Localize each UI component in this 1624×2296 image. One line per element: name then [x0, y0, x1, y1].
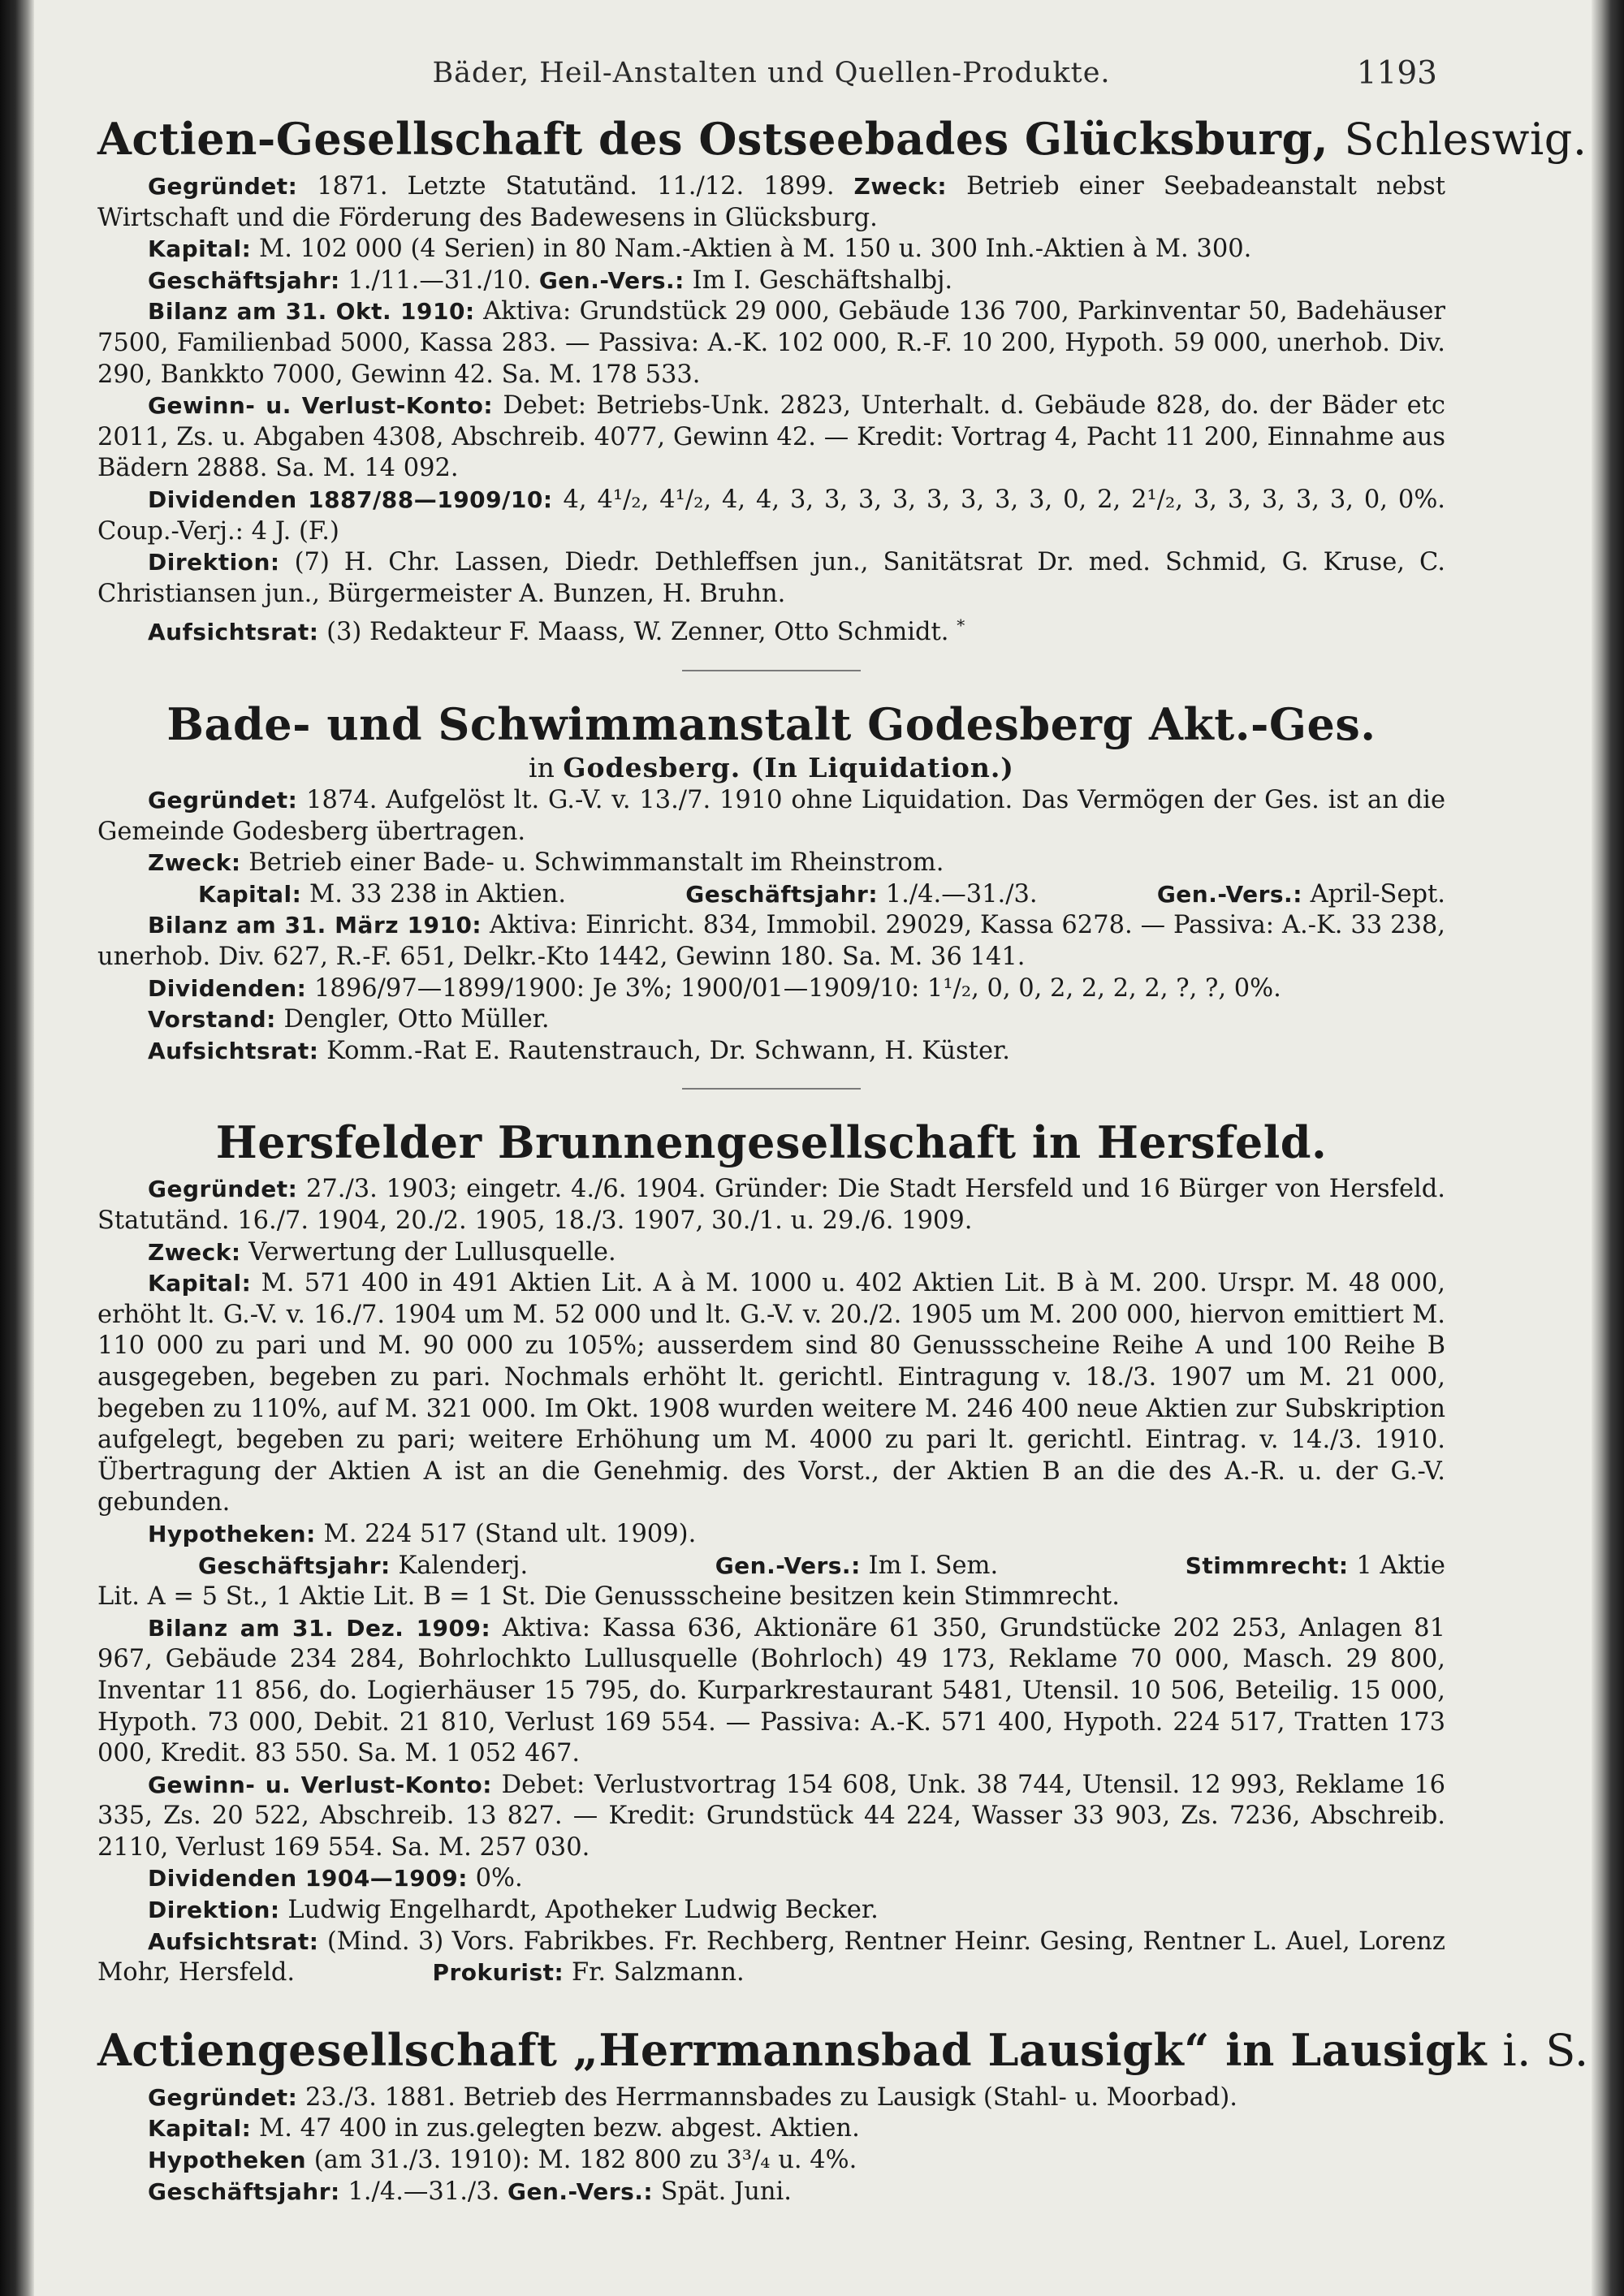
running-title: Bäder, Heil-Anstalten und Quellen-Produkte. — [432, 57, 1111, 89]
entry-title-name: Actien-Gesellschaft des Ostseebades Glücksburg, — [97, 113, 1329, 165]
genvers-cell — [1107, 879, 1445, 911]
direktion-text: Ludwig Engelhardt, Apotheker Ludwig Becker. — [287, 1896, 879, 1925]
gegruendet-label: Gegründet: — [148, 2083, 298, 2111]
kapital-label: Kapital: — [148, 235, 252, 263]
kapital-text: M. 102 000 (4 Serien) in 80 Nam.-Aktien à M. 150 u. 300 Inh.-Aktien à M. 300. — [259, 235, 1252, 264]
aufsichtsrat-label: Aufsichtsrat: — [148, 1927, 319, 1955]
genvers-text: Im I. Sem. — [868, 1551, 999, 1580]
genvers-text: April-Sept. — [1310, 879, 1445, 908]
genvers-label: Gen.-Vers.: — [508, 2177, 654, 2205]
entry-godesberg — [97, 693, 1445, 1067]
footnote-mark: * — [957, 615, 965, 636]
entry-title — [97, 107, 1587, 171]
zweck-label: Zweck: — [853, 173, 948, 200]
geschaeftsjahr-text: 1./4.—31./3. — [348, 2177, 500, 2206]
entry-title-name: Actiengesellschaft „Herrmannsbad Lausigk“ in Lausigk — [97, 2023, 1487, 2076]
gegruendet-paragraph — [97, 2082, 1445, 2114]
kapital-label: Kapital: — [198, 880, 302, 908]
entry-subtitle-prefix: in — [529, 752, 555, 784]
genvers-label: Gen.-Vers.: — [715, 1552, 861, 1579]
bilanz-paragraph — [97, 1613, 1445, 1770]
direktion-paragraph — [97, 1895, 1445, 1927]
entry-gluecksburg — [97, 107, 1587, 649]
kapital-paragraph — [97, 234, 1445, 265]
dividenden-text: 4, 4¹/₂, 4¹/₂, 4, 4, 3, 3, 3, 3, 3, 3, 3, 3, 0, 2, 2¹/₂, 3, 3, 3, 3, 3, 0, 0%. Coup.-Verj.: 4 J. (F.) — [97, 485, 1446, 546]
aufsichtsrat-label: Aufsichtsrat: — [148, 619, 319, 646]
bilanz-paragraph — [97, 296, 1445, 391]
dividenden-paragraph — [97, 485, 1445, 547]
aufsichtsrat-paragraph — [97, 1036, 1445, 1068]
gegruendet-text: 27./3. 1903; eingetr. 4./6. 1904. Gründer: Die Stadt Hersfeld und 16 Bürger von Hersfeld. Statutänd. 16./7. 1904, 20./2. 1905, 18./3. 1907, 30./1. u. 29./6. 1909. — [97, 1175, 1445, 1235]
spacer — [97, 1994, 1445, 2018]
zweck-text: Betrieb einer Seebadeanstalt nebst Wirtschaft und die Förderung des Badewesens in Glücksburg. — [97, 172, 1445, 232]
entry-title — [97, 2018, 1589, 2082]
dividenden-text: 0%. — [475, 1864, 523, 1893]
guv-label: Gewinn- u. Verlust-Konto: — [148, 392, 494, 420]
hypotheken-paragraph — [97, 1519, 1445, 1551]
zweck-text: Betrieb einer Bade- u. Schwimmanstalt im Rheinstrom. — [248, 848, 944, 878]
entry-title-place: i. S. — [1502, 2024, 1589, 2076]
kapital-label: Kapital: — [148, 2115, 252, 2143]
gegruendet-label: Gegründet: — [148, 787, 298, 814]
kapital-paragraph — [97, 2113, 1445, 2145]
page-number: 1193 — [1356, 55, 1437, 92]
entry-hersfeld — [97, 1111, 1445, 1988]
entry-lausigk — [97, 2018, 1589, 2208]
page — [97, 50, 1589, 2212]
guv-paragraph — [97, 1770, 1445, 1864]
dividenden-text: 1896/97—1899/1900: Je 3%; 1900/01—1909/10: 1¹/₂, 0, 0, 2, 2, 2, 2, ?, ?, 0%. — [314, 973, 1281, 1003]
gegruendet-paragraph — [97, 171, 1445, 234]
stimmrecht-text-a: 1 Aktie — [1356, 1551, 1445, 1580]
bilanz-text: Aktiva: Grundstück 29 000, Gebäude 136 700, Parkinventar 50, Badehäuser 7500, Familienbad 5000, Kassa 283. — Passiva: A.-K. 102 000, R.-F. 10 200, Hypoth. 59 000, unerhob. Div. 290, Bankkto 7000, Gewinn 42. Sa. M. 178 533. — [97, 297, 1445, 389]
zweck-paragraph — [97, 1237, 1445, 1269]
dividenden-label: Dividenden: — [148, 974, 307, 1002]
stimmrecht-text-b: Lit. A = 5 St., 1 Aktie Lit. B = 1 St. Die Genussscheine besitzen kein Stimmrecht. — [97, 1582, 1120, 1612]
hypotheken-label: Hypotheken: — [148, 1520, 316, 1547]
bilanz-text: Aktiva: Kassa 636, Aktionäre 61 350, Grundstücke 202 253, Anlagen 81 967, Gebäude 234 284, Bohrlochkto Lullusquelle (Bohrloch) 49 173, Reklame 70 000, Masch. 29 800, Inventar 11 856, do. Logierhäuser 15 795, do. Kurparkrestaurant 5481, Utensil. 10 506, Beteilig. 15 000, Hypoth. 73 000, Debit. 21 810, Verlust 169 554. — Passiva: A.-K. 571 400, Hypoth. 224 517, Tratten 173 000, Kredit. 83 550. Sa. M. 1 052 467. — [97, 1613, 1445, 1768]
geschaeftsjahr-label: Geschäftsjahr: — [685, 880, 879, 908]
stimmrecht-cell — [1135, 1551, 1445, 1582]
guv-label: Gewinn- u. Verlust-Konto: — [148, 1771, 492, 1798]
geschaeftsjahr-paragraph — [97, 265, 1445, 297]
kapital-text: M. 33 238 in Aktien. — [309, 879, 567, 908]
kapital-label: Kapital: — [148, 1270, 252, 1297]
book-binding-right — [1592, 0, 1624, 2296]
genvers-cell — [665, 1551, 998, 1582]
genvers-label: Gen.-Vers.: — [538, 266, 685, 294]
gegruendet-text: 1874. Aufgelöst lt. G.-V. v. 13./7. 1910 ohne Liquidation. Das Vermögen der Ges. ist an die Gemeinde Godesberg übertragen. — [97, 786, 1445, 846]
aufsichtsrat-text: (Mind. 3) Vors. Fabrikbes. Fr. Rechberg, Rentner Heinr. Gesing, Rentner L. Auel, Lorenz Mohr, Hersfeld. — [97, 1927, 1445, 1987]
geschaeftsjahr-cell — [148, 1551, 528, 1582]
entry-title: Hersfelder Brunnengesellschaft in Hersfeld. — [215, 1116, 1328, 1169]
gegruendet-label: Gegründet: — [148, 173, 298, 200]
kapital-paragraph — [97, 1268, 1445, 1519]
hypotheken-paragraph — [97, 2145, 1445, 2177]
section-divider — [682, 1088, 861, 1090]
dividenden-label: Dividenden 1904—1909: — [148, 1865, 468, 1892]
entry-subtitle-place: Godesberg. (In Liquidation.) — [563, 752, 1014, 784]
zweck-label: Zweck: — [148, 1238, 241, 1266]
guv-text: Debet: Betriebs-Unk. 2823, Unterhalt. d. Gebäude 828, do. der Bäder etc 2011, Zs. u. Abgaben 4308, Abschreib. 4077, Gewinn 42. — Kredit: Vortrag 4, Pacht 11 200, Einnahme aus Bädern 2888. Sa. M. 14 092. — [97, 391, 1446, 483]
kapital-row — [97, 879, 1445, 911]
aufsichtsrat-paragraph — [97, 610, 1445, 649]
bilanz-text: Aktiva: Einricht. 834, Immobil. 29029, Kassa 6278. — Passiva: A.-K. 33 238, unerhob. Div. 627, R.-F. 651, Delkr.-Kto 1442, Gewinn 180. Sa. M. 36 141. — [97, 911, 1445, 972]
gegruendet-paragraph — [97, 1174, 1445, 1236]
zweck-paragraph — [97, 848, 1445, 879]
kapital-text: M. 571 400 in 491 Aktien Lit. A à M. 1000 u. 402 Aktien Lit. B à M. 200. Urspr. M. 48 000, erhöht lt. G.-V. v. 16./7. 1904 um M. 52 000 und lt. G.-V. v. 20./2. 1905 um M. 200 000, hiervon emittiert M. 110 000 zu pari und M. 90 000 zu 105%; ausserdem sind 80 Genussscheine Reihe A und 100 Reihe B ausgegeben, begeben zu pari. Nochmals erhöht lt. gerichtl. Eintragung v. 18./3. 1907 um M. 21 000, begeben zu 110%, auf M. 321 000. Im Okt. 1908 wurden weitere M. 246 400 neue Aktien zur Subskription aufgelegt, begeben zu pari; weitere Erhöhung um M. 4000 zu pari lt. gerichtl. Eintrag. v. 14./3. 1910. Übertragung der Aktien A ist an die Genehmig. des Vorst., der Aktien B an die des A.-R. u. der G.-V. gebunden. — [97, 1269, 1445, 1517]
direktion-text: (7) H. Chr. Lassen, Diedr. Dethleffsen jun., Sanitätsrat Dr. med. Schmid, G. Kruse, C. Christiansen jun., Bürgermeister A. Bunzen, H. Bruhn. — [97, 548, 1445, 608]
genvers-text: Spät. Juni. — [660, 2177, 792, 2206]
vorstand-text: Dengler, Otto Müller. — [283, 1005, 550, 1034]
aufsichtsrat-text: Komm.-Rat E. Rautenstrauch, Dr. Schwann, H. Küster. — [326, 1036, 1010, 1065]
kapital-text: M. 47 400 in zus.gelegten bezw. abgest. Aktien. — [259, 2114, 860, 2143]
aufsichtsrat-text: (3) Redakteur F. Maass, W. Zenner, Otto Schmidt. — [326, 618, 949, 647]
geschaeftsjahr-label: Geschäftsjahr: — [148, 2177, 340, 2205]
gegruendet-text: 1871. Letzte Statutänd. 11./12. 1899. — [317, 172, 835, 201]
gegruendet-paragraph — [97, 785, 1445, 848]
bilanz-paragraph — [97, 910, 1445, 973]
direktion-paragraph — [97, 547, 1445, 610]
bilanz-label: Bilanz am 31. März 1910: — [148, 912, 482, 939]
prokurist-label: Prokurist: — [432, 1959, 564, 1987]
hypotheken-text: (am 31./3. 1910): M. 182 800 zu 3³/₄ u. 4%. — [313, 2146, 857, 2175]
kapital-cell — [148, 879, 566, 911]
geschaeftsjahr-label: Geschäftsjahr: — [148, 266, 340, 294]
guv-paragraph — [97, 391, 1445, 485]
geschaeftsjahr-paragraph — [97, 2177, 1445, 2208]
entry-title: Bade- und Schwimmanstalt Godesberg Akt.-Ges. — [166, 698, 1376, 751]
direktion-label: Direktion: — [148, 1897, 280, 1924]
direktion-label: Direktion: — [148, 549, 280, 576]
vorstand-label: Vorstand: — [148, 1006, 276, 1034]
entry-subtitle — [97, 751, 1445, 785]
geschaeftsjahr-text: 1./4.—31./3. — [885, 879, 1038, 908]
hypotheken-label: Hypotheken — [148, 2147, 307, 2174]
prokurist-text: Fr. Salzmann. — [571, 1958, 745, 1987]
stimmrecht-paragraph — [97, 1582, 1445, 1613]
bilanz-label: Bilanz am 31. Dez. 1909: — [148, 1614, 491, 1642]
bilanz-label: Bilanz am 31. Okt. 1910: — [148, 298, 475, 326]
genvers-text: Im I. Geschäftshalbj. — [692, 265, 953, 295]
stimmrecht-label: Stimmrecht: — [1185, 1552, 1349, 1579]
dividenden-paragraph — [97, 1863, 1445, 1895]
genvers-label: Gen.-Vers.: — [1156, 880, 1302, 908]
gegruendet-text: 23./3. 1881. Betrieb des Herrmannsbades zu Lausigk (Stahl- u. Moorbad). — [305, 2082, 1237, 2112]
dividenden-paragraph — [97, 973, 1445, 1005]
zweck-label: Zweck: — [148, 849, 241, 877]
aufsichtsrat-label: Aufsichtsrat: — [148, 1037, 319, 1064]
zweck-text: Verwertung der Lullusquelle. — [248, 1237, 616, 1267]
vorstand-paragraph — [97, 1004, 1445, 1036]
book-binding-left — [0, 0, 34, 2296]
geschaeftsjahr-row — [97, 1551, 1445, 1582]
geschaeftsjahr-cell — [635, 879, 1037, 911]
gegruendet-label: Gegründet: — [148, 1176, 298, 1203]
hypotheken-text: M. 224 517 (Stand ult. 1909). — [323, 1519, 697, 1548]
geschaeftsjahr-text: 1./11.—31./10. — [348, 265, 532, 295]
aufsichtsrat-paragraph — [97, 1927, 1445, 1989]
entry-title-place: Schleswig. — [1344, 114, 1587, 165]
section-divider — [682, 670, 861, 671]
geschaeftsjahr-label: Geschäftsjahr: — [198, 1552, 391, 1579]
guv-text: Debet: Verlustvortrag 154 608, Unk. 38 744, Utensil. 12 993, Reklame 16 335, Zs. 20 522, Abschreib. 13 827. — Kredit: Grundstück 44 224, Wasser 33 903, Zs. 7236, Abschreib. 2110, Verlust 169 554. Sa. M. 257 030. — [97, 1770, 1445, 1862]
geschaeftsjahr-text: Kalenderj. — [398, 1551, 529, 1580]
dividenden-label: Dividenden 1887/88—1909/10: — [148, 486, 553, 513]
running-head — [97, 50, 1445, 107]
